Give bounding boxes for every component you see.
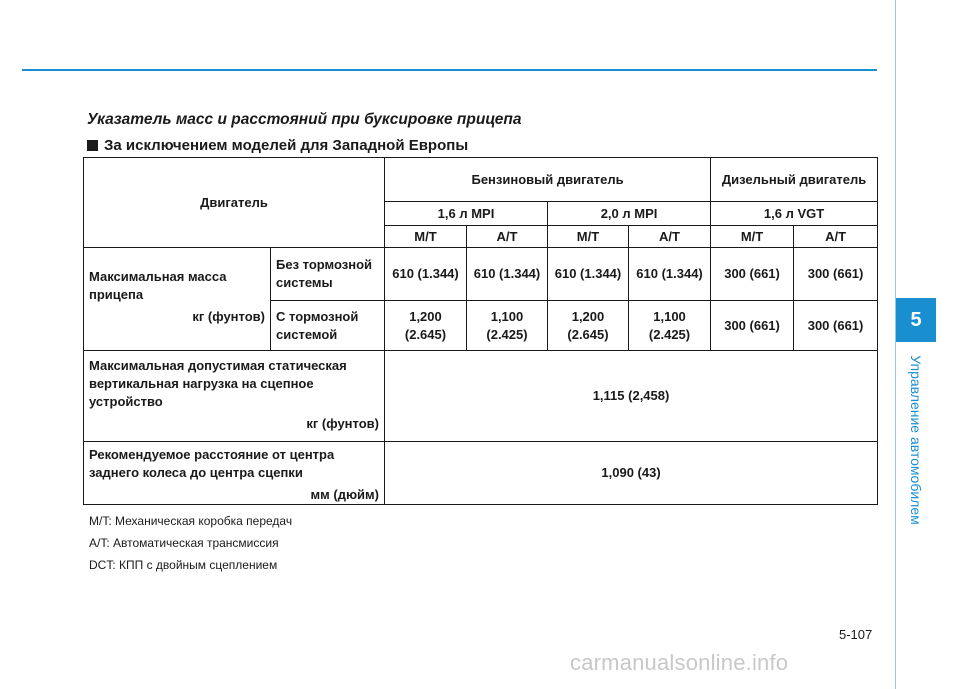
engine-2-header: 2,0 л MPI	[548, 202, 711, 226]
table-cell: 1,200 (2.645)	[385, 301, 467, 351]
table-cell: 610 (1.344)	[385, 248, 467, 301]
max-trailer-mass-text: Максимальная масса прицепа	[89, 269, 227, 302]
max-trailer-mass-label	[84, 248, 271, 351]
page-number: 5-107	[839, 627, 873, 642]
table-cell: 610 (1.344)	[629, 248, 711, 301]
table-cell: 1,200 (2.645)	[548, 301, 629, 351]
table-row-no-brake	[84, 248, 878, 301]
table-cell: 1,100 (2.425)	[467, 301, 548, 351]
table-cell: 1,100 (2.425)	[629, 301, 711, 351]
transmission-header: M/T	[548, 226, 629, 248]
table-cell: 300 (661)	[711, 301, 794, 351]
distance-text: Рекомендуемое расстояние от центра заднего колеса до центра сцепки	[89, 447, 335, 480]
vertical-load-value: 1,115 (2,458)	[385, 351, 878, 442]
transmission-header: A/T	[794, 226, 878, 248]
distance-label	[84, 442, 385, 505]
table-row-vertical-load	[84, 351, 878, 442]
table-row-distance	[84, 442, 878, 505]
towing-spec-table	[83, 157, 878, 505]
brake-label-with: С тормозной системой	[271, 301, 385, 351]
petrol-engine-header: Бензиновый двигатель	[385, 158, 711, 202]
footnote-mt: M/T: Механическая коробка передач	[89, 514, 293, 528]
distance-value: 1,090 (43)	[385, 442, 878, 505]
section-title: Указатель масс и расстояний при буксировке прицепа	[87, 111, 522, 128]
max-trailer-mass-unit: кг (фунтов)	[192, 309, 265, 324]
header-row-engine-type	[84, 158, 878, 202]
footnote-at: A/T: Автоматическая трансмиссия	[89, 536, 279, 550]
table-cell: 300 (661)	[711, 248, 794, 301]
transmission-header: M/T	[711, 226, 794, 248]
watermark: carmanualsonline.info	[570, 650, 789, 675]
chapter-tab[interactable]	[896, 298, 936, 342]
side-divider	[895, 0, 896, 689]
transmission-header: A/T	[467, 226, 548, 248]
brake-label-without: Без тормозной системы	[271, 248, 385, 301]
section-subtitle	[87, 137, 468, 154]
vertical-load-unit: кг (фунтов)	[306, 416, 379, 431]
diesel-engine-header: Дизельный двигатель	[711, 158, 878, 202]
vertical-load-label	[84, 351, 385, 442]
vertical-load-text: Максимальная допустимая статическая вертикальная нагрузка на сцепное устройство	[89, 358, 347, 409]
table-cell: 610 (1.344)	[548, 248, 629, 301]
section-subtitle-text: За исключением моделей для Западной Европы	[104, 137, 469, 154]
transmission-header: M/T	[385, 226, 467, 248]
table-cell: 610 (1.344)	[467, 248, 548, 301]
engine-header: Двигатель	[84, 158, 385, 248]
table-cell: 300 (661)	[794, 248, 878, 301]
footnote-dct: DCT: КПП с двойным сцеплением	[89, 558, 278, 572]
transmission-header: A/T	[629, 226, 711, 248]
engine-1-header: 1,6 л MPI	[385, 202, 548, 226]
chapter-title: Управление автомобилем	[908, 355, 924, 525]
top-divider	[22, 69, 877, 71]
square-bullet-icon	[87, 140, 98, 151]
distance-unit: мм (дюйм)	[310, 487, 379, 502]
chapter-number: 5	[910, 308, 922, 331]
table-cell: 300 (661)	[794, 301, 878, 351]
engine-3-header: 1,6 л VGT	[711, 202, 878, 226]
